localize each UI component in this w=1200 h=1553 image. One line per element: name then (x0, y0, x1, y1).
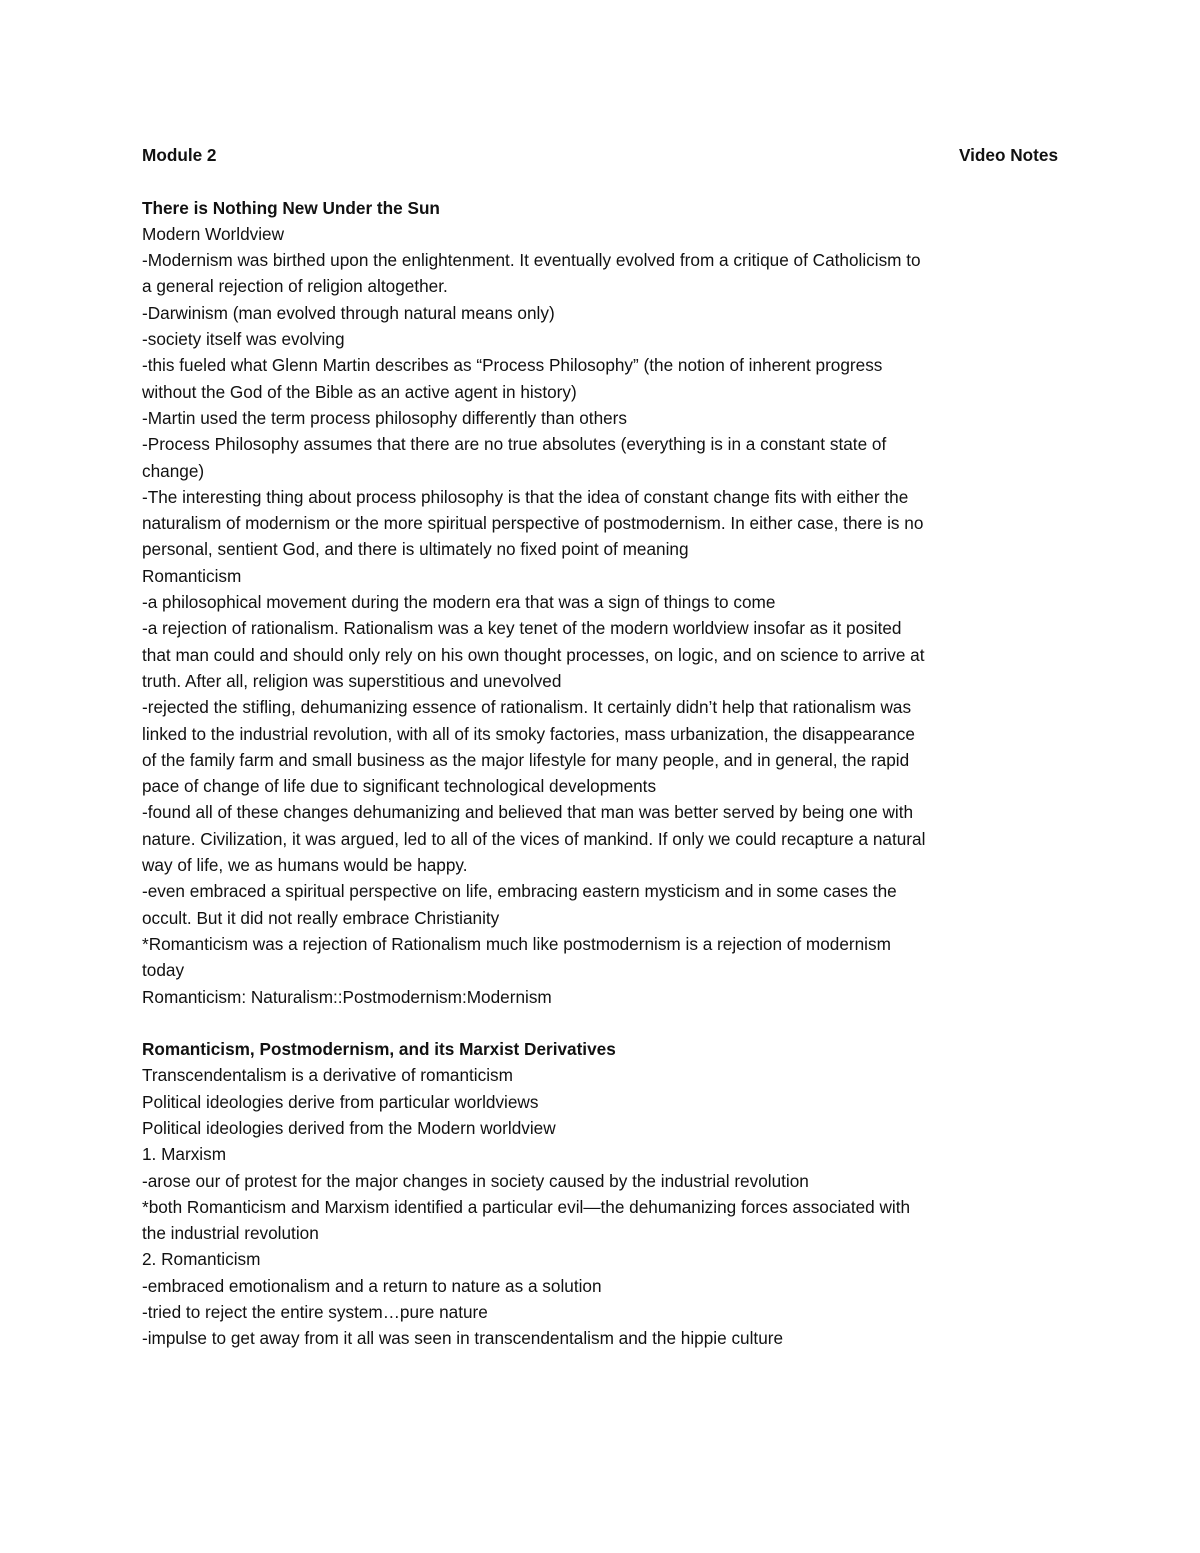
text-line: -society itself was evolving (142, 329, 345, 350)
spacer (142, 1010, 1058, 1036)
text-line: -tried to reject the entire system…pure nature (142, 1302, 488, 1323)
document-body (142, 142, 1058, 1352)
section-heading: There is Nothing New Under the Sun (142, 197, 440, 218)
text-line: way of life, we as humans would be happy. (142, 855, 468, 876)
section-lines (142, 221, 1058, 1010)
text-line: Political ideologies derived from the Modern worldview (142, 1117, 556, 1138)
text-line: the industrial revolution (142, 1223, 319, 1244)
text-line: *both Romanticism and Marxism identified a particular evil—the dehumanizing forces associated with (142, 1196, 911, 1217)
spacer (142, 168, 1058, 194)
text-line: -impulse to get away from it all was seen in transcendentalism and the hippie culture (142, 1328, 784, 1349)
text-line: nature. Civilization, it was argued, led to all of the vices of mankind. If only we could recapture a natural (142, 828, 926, 849)
text-line: occult. But it did not really embrace Christianity (142, 907, 500, 928)
text-line: personal, sentient God, and there is ultimately no fixed point of meaning (142, 539, 689, 560)
text-line: without the God of the Bible as an active agent in history) (142, 381, 577, 402)
text-line: of the family farm and small business as the major lifestyle for many people, and in general, the rapid (142, 749, 910, 770)
text-line: -a rejection of rationalism. Rationalism was a key tenet of the modern worldview insofar as it posited (142, 618, 902, 639)
text-line: -The interesting thing about process philosophy is that the idea of constant change fits with either the (142, 486, 909, 507)
text-line: -embraced emotionalism and a return to nature as a solution (142, 1275, 602, 1296)
text-line: -arose our of protest for the major changes in society caused by the industrial revolution (142, 1170, 809, 1191)
text-line: -Process Philosophy assumes that there are no true absolutes (everything is in a constant state of (142, 434, 887, 455)
text-line: 2. Romanticism (142, 1249, 261, 1270)
text-line: -this fueled what Glenn Martin describes as “Process Philosophy” (the notion of inherent progress (142, 355, 883, 376)
text-line: Romanticism (142, 565, 242, 586)
text-line: Political ideologies derive from particular worldviews (142, 1091, 539, 1112)
text-line: pace of change of life due to significant technological developments (142, 776, 657, 797)
text-line: -Martin used the term process philosophy differently than others (142, 407, 628, 428)
text-line: *Romanticism was a rejection of Rationalism much like postmodernism is a rejection of modernism (142, 933, 891, 954)
text-line: change) (142, 460, 205, 481)
text-line: that man could and should only rely on his own thought processes, on logic, and on science to arrive at (142, 644, 925, 665)
page-header (142, 142, 1058, 168)
module-label: Module 2 (142, 145, 217, 165)
section-heading: Romanticism, Postmodernism, and its Marxist Derivatives (142, 1039, 616, 1060)
section-lines (142, 1062, 1058, 1351)
text-line: -found all of these changes dehumanizing and believed that man was better served by being one with (142, 802, 914, 823)
text-line: -even embraced a spiritual perspective on life, embracing eastern mysticism and in some cases the (142, 881, 897, 902)
text-line: Romanticism: Naturalism::Postmodernism:Modernism (142, 986, 552, 1007)
text-line: -Darwinism (man evolved through natural means only) (142, 302, 555, 323)
text-line: today (142, 960, 185, 981)
notes-type-label: Video Notes (958, 145, 1058, 165)
text-line: -rejected the stifling, dehumanizing essence of rationalism. It certainly didn’t help that rationalism was (142, 697, 912, 718)
text-line: truth. After all, religion was superstitious and unevolved (142, 670, 562, 691)
text-line: Modern Worldview (142, 223, 285, 244)
text-line: 1. Marxism (142, 1144, 227, 1165)
text-line: a general rejection of religion altogether. (142, 276, 448, 297)
text-line: -Modernism was birthed upon the enlightenment. It eventually evolved from a critique of Catholicism to (142, 250, 921, 271)
text-line: linked to the industrial revolution, with all of its smoky factories, mass urbanization, the disappearance (142, 723, 915, 744)
text-line: naturalism of modernism or the more spiritual perspective of postmodernism. In either case, there is no (142, 513, 924, 534)
text-line: -a philosophical movement during the modern era that was a sign of things to come (142, 592, 776, 613)
text-line: Transcendentalism is a derivative of romanticism (142, 1065, 513, 1086)
